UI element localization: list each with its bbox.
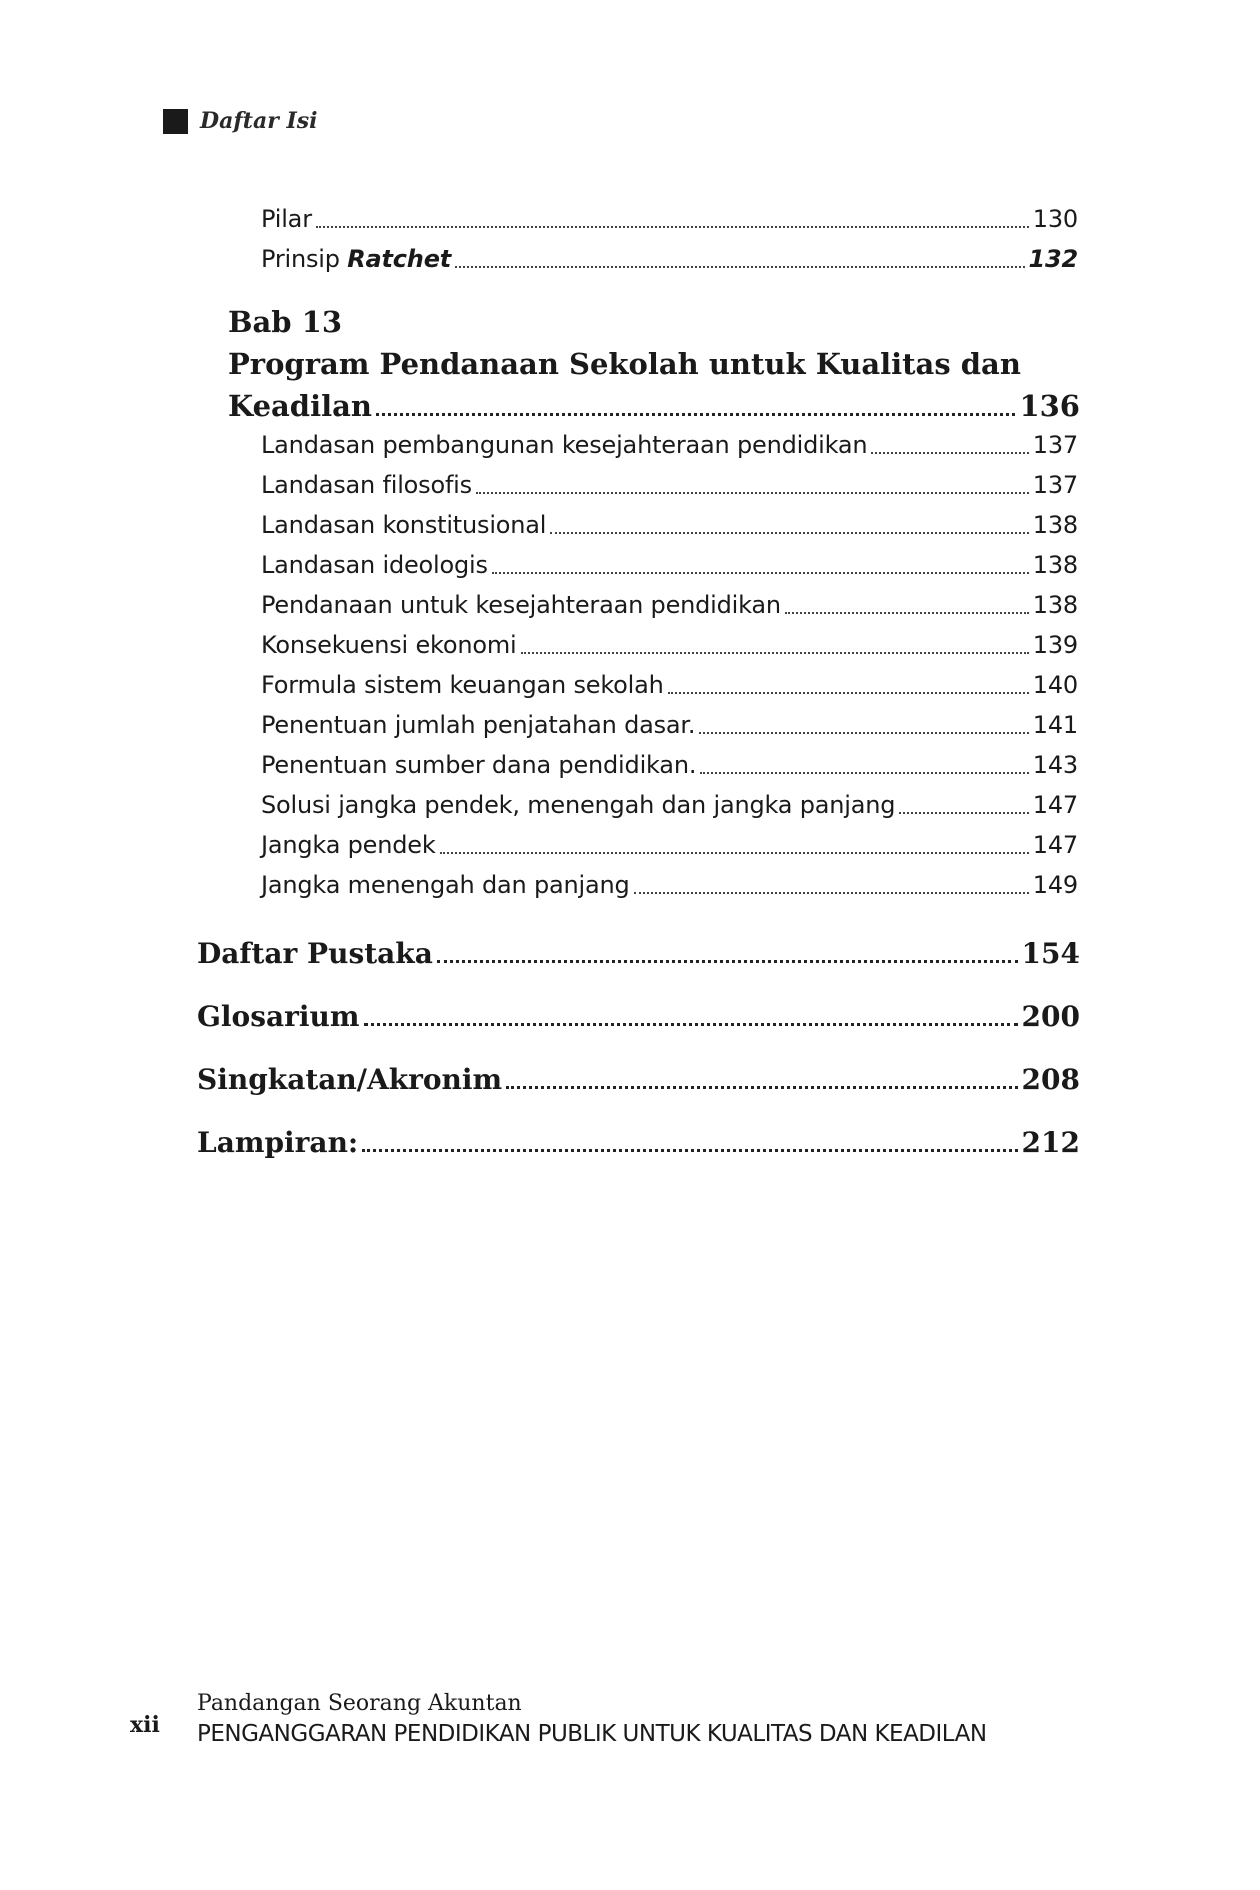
toc-main-entry-label: Daftar Pustaka bbox=[197, 937, 433, 970]
dot-leader bbox=[700, 772, 1029, 774]
chapter-title-line1: Program Pendanaan Sekolah untuk Kualitas dan bbox=[228, 347, 1021, 381]
toc-entry[interactable] bbox=[261, 591, 1078, 619]
toc-entry-label: Pilar bbox=[261, 205, 312, 233]
dot-leader bbox=[376, 413, 1015, 416]
header-square-icon bbox=[163, 109, 188, 134]
dot-leader bbox=[785, 612, 1029, 614]
toc-entry[interactable] bbox=[261, 551, 1078, 579]
header-title: Daftar Isi bbox=[200, 108, 318, 134]
running-header bbox=[163, 108, 318, 134]
dot-leader bbox=[871, 452, 1028, 454]
dot-leader bbox=[440, 852, 1029, 854]
dot-leader bbox=[316, 226, 1029, 228]
dot-leader bbox=[437, 960, 1018, 963]
toc-entry-page: 132 bbox=[1028, 245, 1078, 273]
toc-entry-label: Penentuan jumlah penjatahan dasar. bbox=[261, 711, 696, 739]
dot-leader bbox=[699, 732, 1028, 734]
toc-entry-label: Jangka menengah dan panjang bbox=[261, 871, 630, 899]
toc-entry-page: 147 bbox=[1032, 831, 1078, 859]
toc-main-entry[interactable] bbox=[197, 1063, 1080, 1096]
toc-entry-page: 138 bbox=[1032, 511, 1078, 539]
toc-entry[interactable] bbox=[261, 791, 1078, 819]
toc-entry-label: Landasan konstitusional bbox=[261, 511, 547, 539]
toc-entry-label-plain: Prinsip bbox=[261, 245, 348, 273]
toc-entry-label: Formula sistem keuangan sekolah bbox=[261, 671, 664, 699]
toc-entry-label: Landasan ideologis bbox=[261, 551, 488, 579]
toc-main-entry-page: 200 bbox=[1021, 1000, 1080, 1033]
dot-leader bbox=[362, 1149, 1017, 1152]
toc-entry-label: Solusi jangka pendek, menengah dan jangka panjang bbox=[261, 791, 896, 819]
toc-entry-page: 137 bbox=[1032, 431, 1078, 459]
toc-entry-label bbox=[261, 245, 451, 273]
toc-entry-label: Penentuan sumber dana pendidikan. bbox=[261, 751, 697, 779]
toc-entry[interactable] bbox=[261, 711, 1078, 739]
toc-entry[interactable] bbox=[261, 871, 1078, 899]
chapter-number: Bab 13 bbox=[228, 305, 343, 339]
chapter-page: 136 bbox=[1019, 389, 1080, 423]
toc-entry-label: Landasan filosofis bbox=[261, 471, 472, 499]
footer-book-subtitle: Pandangan Seorang Akuntan bbox=[197, 1691, 522, 1716]
toc-entry-label: Konsekuensi ekonomi bbox=[261, 631, 517, 659]
dot-leader bbox=[521, 652, 1029, 654]
toc-entry-label: Pendanaan untuk kesejahteraan pendidikan bbox=[261, 591, 781, 619]
dot-leader bbox=[506, 1086, 1017, 1089]
chapter-entry[interactable] bbox=[228, 389, 1080, 423]
toc-entry[interactable] bbox=[261, 471, 1078, 499]
toc-main-entry-label: Lampiran: bbox=[197, 1126, 359, 1159]
dot-leader bbox=[455, 266, 1024, 268]
dot-leader bbox=[899, 812, 1028, 814]
toc-entry[interactable] bbox=[261, 245, 1078, 273]
toc-main-entry-page: 154 bbox=[1021, 937, 1080, 970]
toc-entry[interactable] bbox=[261, 751, 1078, 779]
toc-entry-label: Landasan pembangunan kesejahteraan pendidikan bbox=[261, 431, 868, 459]
dot-leader bbox=[476, 492, 1029, 494]
toc-entry[interactable] bbox=[261, 511, 1078, 539]
toc-entry-page: 149 bbox=[1032, 871, 1078, 899]
toc-main-entry-label: Singkatan/Akronim bbox=[197, 1063, 503, 1096]
toc-entry-page: 138 bbox=[1032, 591, 1078, 619]
toc-entry[interactable] bbox=[261, 831, 1078, 859]
dot-leader bbox=[634, 892, 1029, 894]
toc-entry-page: 140 bbox=[1032, 671, 1078, 699]
toc-main-entry-page: 212 bbox=[1021, 1126, 1080, 1159]
toc-entry-page: 143 bbox=[1032, 751, 1078, 779]
toc-main-entry[interactable] bbox=[197, 1126, 1080, 1159]
dot-leader bbox=[364, 1023, 1018, 1026]
toc-entry-page: 141 bbox=[1032, 711, 1078, 739]
toc-entry-label-italic: Ratchet bbox=[347, 245, 452, 273]
dot-leader bbox=[668, 692, 1029, 694]
toc-entry-page: 130 bbox=[1032, 205, 1078, 233]
dot-leader bbox=[492, 572, 1029, 574]
footer-book-title: PENGANGGARAN PENDIDIKAN PUBLIK UNTUK KUALITAS DAN KEADILAN bbox=[197, 1721, 987, 1747]
toc-entry-page: 139 bbox=[1032, 631, 1078, 659]
dot-leader bbox=[550, 532, 1029, 534]
toc-main-entry[interactable] bbox=[197, 1000, 1080, 1033]
toc-entry-page: 138 bbox=[1032, 551, 1078, 579]
toc-main-entry-page: 208 bbox=[1021, 1063, 1080, 1096]
toc-main-entry[interactable] bbox=[197, 937, 1080, 970]
toc-main-entry-label: Glosarium bbox=[197, 1000, 360, 1033]
toc-entry-page: 137 bbox=[1032, 471, 1078, 499]
toc-entry[interactable] bbox=[261, 431, 1078, 459]
toc-entry[interactable] bbox=[261, 205, 1078, 233]
toc-entry[interactable] bbox=[261, 671, 1078, 699]
chapter-title-line2: Keadilan bbox=[228, 389, 372, 423]
page-number: xii bbox=[130, 1712, 160, 1738]
toc-entry-label: Jangka pendek bbox=[261, 831, 436, 859]
toc-entry[interactable] bbox=[261, 631, 1078, 659]
toc-entry-page: 147 bbox=[1032, 791, 1078, 819]
